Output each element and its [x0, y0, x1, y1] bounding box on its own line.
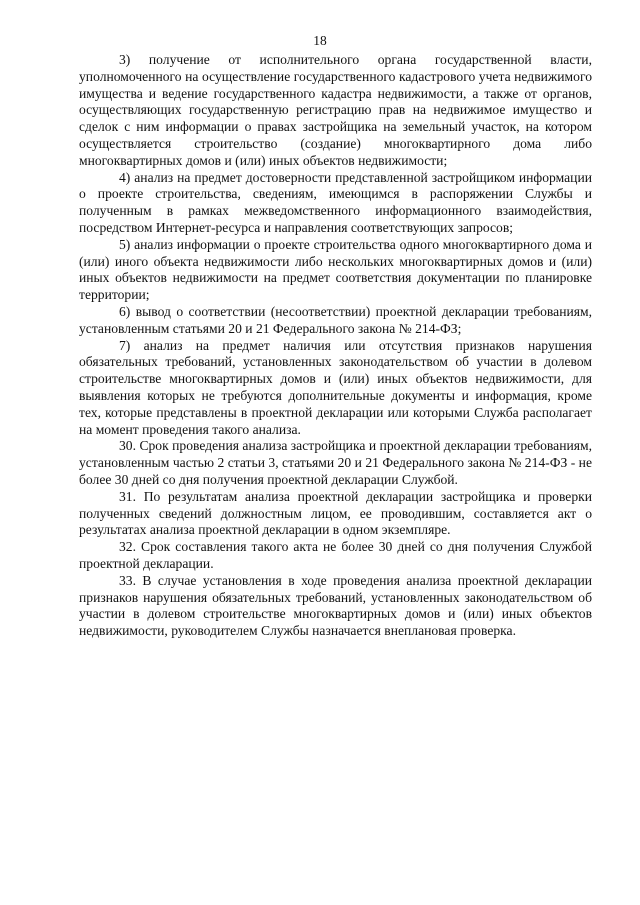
paragraph-clause-32: 32. Срок составления такого акта не более 30 дней со дня получения Службой проектной декларации. [79, 539, 592, 571]
paragraph-item-5: 5) анализ информации о проекте строительства одного многоквартирного дома и (или) иного объекта недвижимости либо нескольких многоквартирных домов и (или) иных объектов недвижимости на предмет соответствия документации по планировке территории; [79, 236, 592, 303]
paragraph-item-4: 4) анализ на предмет достоверности представленной застройщиком информации о проекте строительства, сведениям, имеющимся в распоряжении Службы и полученным в рамках межведомственного информационного взаимодействия, посредством Интернет-ресурса и направления соответствующих запросов; [79, 169, 592, 235]
document-body [79, 52, 592, 640]
paragraph-item-7: 7) анализ на предмет наличия или отсутствия признаков нарушения обязательных требований, установленных законодательством об участии в долевом строительстве многоквартирных домов и (или) иных объектов недвижимости, для выявления которых не требуются дополнительные документы и информация, кроме тех, которые представлены в проектной декларации или которыми Служба располагает на момент проведения такого анализа. [79, 337, 592, 437]
paragraph-clause-31: 31. По результатам анализа проектной декларации застройщика и проверки полученных сведений должностным лицом, ее проводившим, составляется акт о результатах анализа проектной декларации в одном экземпляре. [79, 488, 592, 538]
page-number: 18 [313, 33, 327, 48]
paragraph-clause-33: 33. В случае установления в ходе проведения анализа проектной декларации признаков нарушения обязательных требований, установленных законодательством об участии в долевом строительстве многоквартирных домов и (или) иных объектов недвижимости, руководителем Службы назначается внеплановая проверка. [79, 572, 592, 639]
paragraph-item-3: 3) получение от исполнительного органа государственной власти, уполномоченного на осуществление государственного кадастрового учета недвижимого имущества и ведение государственного кадастра недвижимости, а также от органов, осуществляющих государственную регистрацию прав на недвижимое имущество и сделок с ним информации о правах застройщика на земельный участок, на котором осуществляется строительство (создание) многоквартирного дома либо многоквартирных домов и (или) иных объектов недвижимости; [79, 52, 592, 168]
paragraph-item-6: 6) вывод о соответствии (несоответствии) проектной декларации требованиям, установленным статьями 20 и 21 Федерального закона № 214-ФЗ; [79, 303, 592, 336]
paragraph-clause-30: 30. Срок проведения анализа застройщика и проектной декларации требованиям, установленным частью 2 статьи 3, статьями 20 и 21 Федерального закона № 214-ФЗ - не более 30 дней со дня получения проектной декларации Службой. [79, 438, 592, 487]
